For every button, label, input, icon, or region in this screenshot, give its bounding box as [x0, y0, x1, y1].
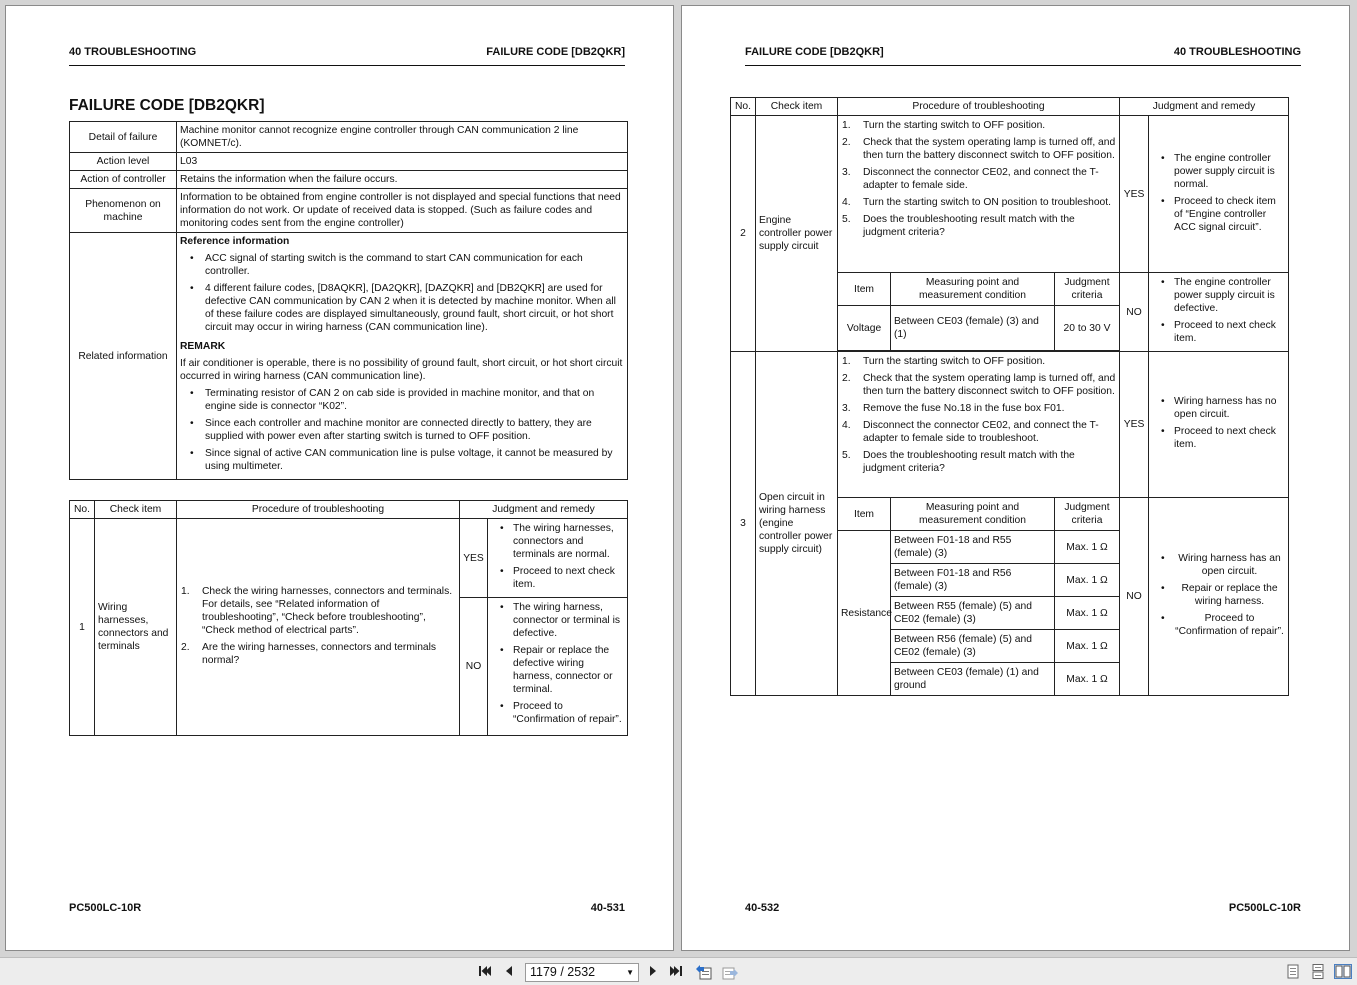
page-footer	[69, 902, 625, 916]
step: 3. Remove the fuse No.18 in the fuse box F01.	[842, 403, 1065, 414]
header-code: FAILURE CODE [DB2QKR]	[745, 46, 884, 58]
single-page-view-icon[interactable]	[1287, 964, 1299, 982]
sub-point: Between R56 (female) (5) and CE02 (female) (3)	[891, 630, 1055, 663]
action-level-row	[70, 153, 628, 171]
related-info-row	[70, 233, 628, 480]
phenomenon-row	[70, 189, 628, 233]
list-item: • ACC signal of starting switch is the command to start CAN communication for each controller.	[180, 252, 624, 278]
list-item: • Wiring harness has an open circuit.	[1152, 552, 1285, 578]
list-item: • Proceed to next check item.	[491, 565, 624, 591]
phenomenon-value: Information to be obtained from engine controller is not displayed and special functions that need information do not work. Or update of received data is stopped. (Such as failure codes and monitoring codes sent from the engine controller)	[177, 189, 628, 233]
list-item: • The wiring harness, connector or terminal is defective.	[491, 601, 624, 640]
row-no: 1	[70, 519, 95, 736]
sub-point: Between F01-18 and R56 (female) (3)	[891, 564, 1055, 597]
row-check-item: Open circuit in wiring harness (engine controller power supply circuit)	[756, 352, 838, 696]
col-judgment: Judgment and remedy	[460, 501, 628, 519]
row-no: 2	[731, 116, 756, 352]
header-section: 40 TROUBLESHOOTING	[69, 46, 197, 58]
action-controller-row	[70, 171, 628, 189]
list-item: • Proceed to next check item.	[1152, 425, 1285, 451]
remark-heading: REMARK	[180, 341, 226, 352]
no-remedy	[488, 598, 628, 736]
yes-remedy	[1149, 116, 1289, 273]
phenomenon-label: Phenomenon on machine	[70, 189, 177, 233]
next-view-icon[interactable]	[721, 964, 739, 983]
table-header	[70, 501, 628, 519]
sub-col-point: Measuring point and measurement condition	[891, 498, 1055, 531]
page-header	[745, 46, 1301, 66]
list-item: • Proceed to next check item.	[1152, 319, 1285, 345]
sub-col-criteria: Judgment criteria	[1055, 273, 1120, 306]
row-check-item: Engine controller power supply circuit	[756, 116, 838, 352]
header-code: FAILURE CODE [DB2QKR]	[486, 46, 625, 58]
sub-criteria: Max. 1 Ω	[1055, 663, 1120, 696]
page-footer	[745, 902, 1301, 916]
sub-criteria: Max. 1 Ω	[1055, 564, 1120, 597]
no-label: NO	[1120, 273, 1149, 352]
col-check: Check item	[95, 501, 177, 519]
action-level-value: L03	[177, 153, 628, 171]
reference-heading: Reference information	[180, 236, 290, 247]
list-item: • Repair or replace the defective wiring harness, connector or terminal.	[491, 644, 624, 696]
step: 4. Disconnect the connector CE02, and connect the T-adapter to female side to troubleshoot.	[842, 420, 1099, 444]
failure-info-table	[69, 121, 628, 480]
step: 2. Check that the system operating lamp is turned off, and then turn the battery disconnect switch to OFF position.	[842, 137, 1116, 161]
header-section: 40 TROUBLESHOOTING	[1173, 46, 1301, 58]
yes-label: YES	[1120, 352, 1149, 498]
sub-point: Between CE03 (female) (1) and ground	[891, 663, 1055, 696]
remark-list	[180, 387, 624, 473]
model-name: PC500LC-10R	[1228, 902, 1301, 914]
sub-criteria: 20 to 30 V	[1055, 306, 1120, 351]
step: 5. Does the troubleshooting result match with the judgment criteria?	[842, 450, 1075, 474]
related-value	[177, 233, 628, 480]
sub-criteria: Max. 1 Ω	[1055, 597, 1120, 630]
sub-point: Between R55 (female) (5) and CE02 (female) (3)	[891, 597, 1055, 630]
related-label: Related information	[70, 233, 177, 480]
col-no: No.	[731, 98, 756, 116]
row-no: 3	[731, 352, 756, 696]
left-page	[5, 5, 674, 951]
no-label: NO	[460, 598, 488, 736]
list-item: • Proceed to check item of “Engine controller ACC signal circuit”.	[1152, 195, 1285, 234]
no-remedy	[1149, 273, 1289, 352]
detail-value: Machine monitor cannot recognize engine controller through CAN communication 2 line (KOMNET/c).	[177, 122, 628, 153]
next-page-icon[interactable]	[647, 964, 659, 981]
remark-text: If air conditioner is operable, there is no possibility of ground fault, short circuit, or hot short circuit occurred in wiring harness (CAN communication line).	[180, 358, 623, 382]
sub-col-item: Item	[838, 273, 891, 306]
table-row	[70, 519, 628, 598]
list-item: • Since each controller and machine monitor are connected directly to battery, they are supplied with power even after starting switch is turned to OFF position.	[180, 417, 624, 443]
step: 4. Turn the starting switch to ON position to troubleshoot.	[842, 197, 1112, 208]
sub-col-point: Measuring point and measurement condition	[891, 273, 1055, 306]
chevron-down-icon[interactable]: ▼	[626, 968, 634, 977]
yes-remedy	[488, 519, 628, 598]
yes-remedy	[1149, 352, 1289, 498]
sub-criteria: Max. 1 Ω	[1055, 531, 1120, 564]
table-row	[731, 352, 1289, 498]
sub-criteria: Max. 1 Ω	[1055, 630, 1120, 663]
prev-page-icon[interactable]	[503, 964, 515, 981]
model-name: PC500LC-10R	[69, 902, 142, 914]
previous-view-icon[interactable]	[695, 964, 713, 983]
list-item: • 4 different failure codes, [D8AQKR], [DA2QKR], [DAZQKR] and [DB2QKR] are used for defective CAN communication by CAN 2 when it is detected by machine monitor. When all of these failure codes are displayed simultaneously, ground fault, short circuit, or hot short circuit may occur in wiring harness (CAN communication line).	[180, 282, 624, 334]
right-page	[681, 5, 1350, 951]
list-item: • Terminating resistor of CAN 2 on cab side is provided in machine monitor, and that on engine side is connector “K02”.	[180, 387, 624, 413]
step: 5. Does the troubleshooting result match with the judgment criteria?	[842, 214, 1075, 238]
troubleshooting-table	[69, 500, 628, 736]
list-item: • Proceed to “Confirmation of repair”.	[491, 700, 624, 726]
yes-label: YES	[460, 519, 488, 598]
troubleshooting-table	[730, 97, 1289, 696]
page-number: 40-531	[590, 902, 625, 914]
action-controller-value: Retains the information when the failure occurs.	[177, 171, 628, 189]
step: 1. Check the wiring harnesses, connectors and terminals. For details, see “Related information of troubleshooting”, “Check before troubleshooting”, “Check method of electrical parts”.	[181, 585, 453, 636]
page-header	[69, 46, 625, 66]
page-indicator: 1179 / 2532	[530, 965, 596, 979]
list-item: • Since signal of active CAN communication line is pulse voltage, it cannot be measured by using multimeter.	[180, 447, 624, 473]
step: 1. Turn the starting switch to OFF position.	[842, 120, 1046, 131]
action-level-label: Action level	[70, 153, 177, 171]
sub-col-item: Item	[838, 498, 891, 531]
col-procedure: Procedure of troubleshooting	[177, 501, 460, 519]
table-row	[731, 116, 1289, 273]
yes-label: YES	[1120, 116, 1149, 273]
sub-col-criteria: Judgment criteria	[1055, 498, 1120, 531]
no-label: NO	[1120, 498, 1149, 696]
reference-list	[180, 252, 624, 334]
sub-point: Between F01-18 and R55 (female) (3)	[891, 531, 1055, 564]
col-procedure: Procedure of troubleshooting	[838, 98, 1120, 116]
step: 1. Turn the starting switch to OFF position.	[842, 356, 1046, 367]
col-no: No.	[70, 501, 95, 519]
col-check: Check item	[756, 98, 838, 116]
first-page-icon[interactable]	[478, 964, 492, 981]
step: 2. Are the wiring harnesses, connectors and terminals normal?	[181, 641, 437, 666]
list-item: • Repair or replace the wiring harness.	[1152, 582, 1285, 608]
table-header	[731, 98, 1289, 116]
sub-item: Resistance	[838, 531, 891, 696]
continuous-view-icon[interactable]	[1311, 964, 1325, 982]
list-item: • Proceed to “Confirmation of repair”.	[1152, 612, 1285, 638]
facing-view-icon[interactable]	[1334, 964, 1352, 982]
list-item: • The engine controller power supply circuit is defective.	[1152, 276, 1285, 315]
no-remedy	[1149, 498, 1289, 696]
list-item: • The wiring harnesses, connectors and terminals are normal.	[491, 522, 624, 561]
row-procedure	[838, 116, 1120, 273]
last-page-icon[interactable]	[669, 964, 683, 981]
row-procedure	[838, 352, 1120, 498]
row-procedure	[177, 519, 460, 736]
action-controller-label: Action of controller	[70, 171, 177, 189]
row-check-item: Wiring harnesses, connectors and terminals	[95, 519, 177, 736]
list-item: • Wiring harness has no open circuit.	[1152, 395, 1285, 421]
list-item: • The engine controller power supply circuit is normal.	[1152, 152, 1285, 191]
page-title: FAILURE CODE [DB2QKR]	[69, 97, 265, 114]
step: 3. Disconnect the connector CE02, and connect the T-adapter to female side.	[842, 167, 1099, 191]
sub-item: Voltage	[838, 306, 891, 351]
sub-point: Between CE03 (female) (3) and (1)	[891, 306, 1055, 351]
detail-label: Detail of failure	[70, 122, 177, 153]
detail-row	[70, 122, 628, 153]
step: 2. Check that the system operating lamp is turned off, and then turn the battery disconnect switch to OFF position.	[842, 373, 1116, 397]
col-judgment: Judgment and remedy	[1120, 98, 1289, 116]
page-number: 40-532	[745, 902, 780, 914]
viewer-toolbar	[0, 957, 1357, 985]
page-number-input[interactable]	[525, 963, 639, 982]
